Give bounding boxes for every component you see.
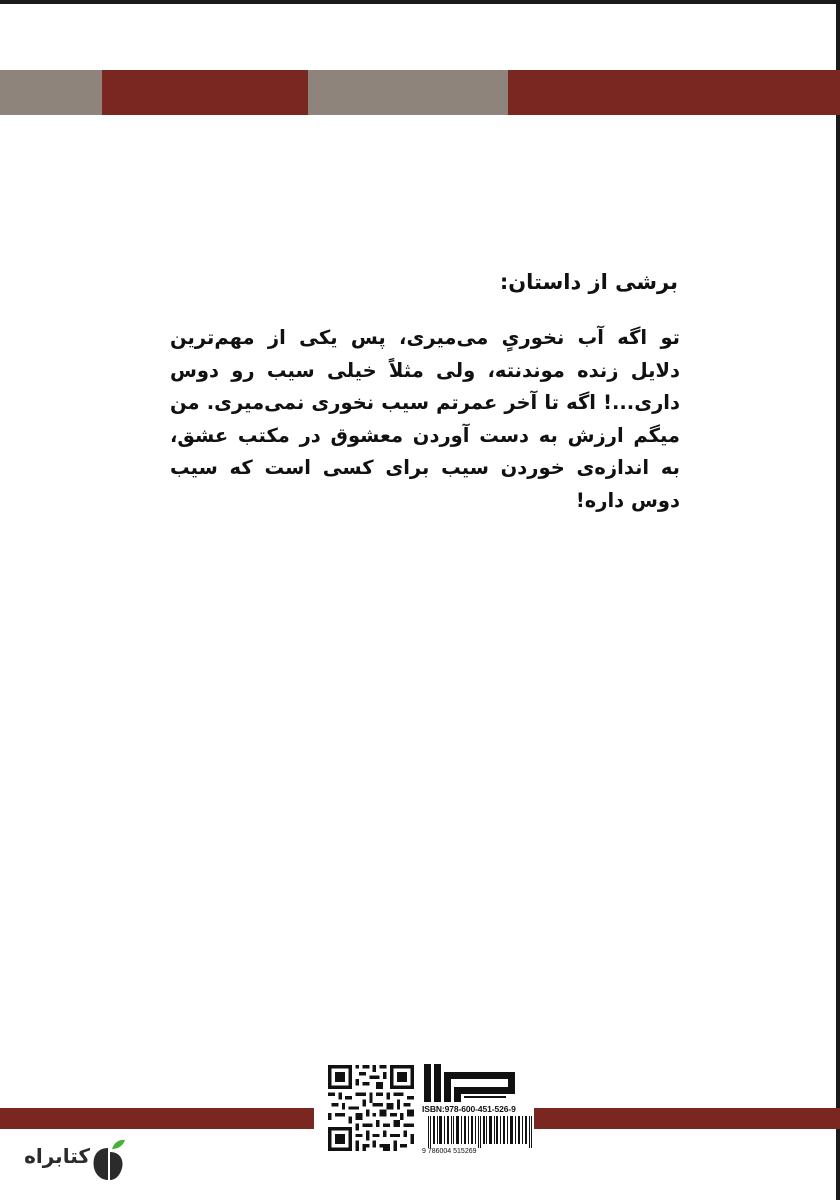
publisher-logo-icon bbox=[424, 1062, 520, 1104]
excerpt-heading: برشی از داستان: bbox=[499, 270, 678, 294]
isbn-barcode-block bbox=[422, 1104, 534, 1160]
watermark-label: کتابراه bbox=[24, 1144, 90, 1168]
ketabrah-watermark bbox=[14, 1138, 126, 1184]
band-segment-gray bbox=[308, 70, 508, 115]
top-color-band bbox=[0, 70, 840, 115]
bottom-band-left bbox=[0, 1108, 314, 1129]
isbn-number: ISBN:978-600-451-526-9 bbox=[422, 1104, 516, 1114]
qr-code-icon bbox=[328, 1065, 414, 1151]
barcode-icon bbox=[428, 1116, 532, 1148]
band-segment-red bbox=[508, 70, 840, 115]
story-excerpt bbox=[170, 270, 680, 517]
book-leaf-icon bbox=[90, 1138, 126, 1182]
band-segment-red bbox=[102, 70, 308, 115]
band-segment-gray bbox=[0, 70, 102, 115]
excerpt-body: تو اگه آب نخوریٍ می‌میری، پس یکی از مهم‌ترین دلایل زنده موندنته، ولی مثلاً خیلی سیب رو دوس داری...! اگه تا آخر عمرتم سیب نخوری نمی‌میری. من میگم ارزش به دست آوردن معشوق در مکتب عشق، به اندازه‌ی خوردن سیب برای کسی است که سیب دوس داره! bbox=[170, 326, 680, 512]
bottom-band-right bbox=[530, 1108, 840, 1129]
barcode-digits: 9 786004 515269 bbox=[422, 1148, 477, 1155]
